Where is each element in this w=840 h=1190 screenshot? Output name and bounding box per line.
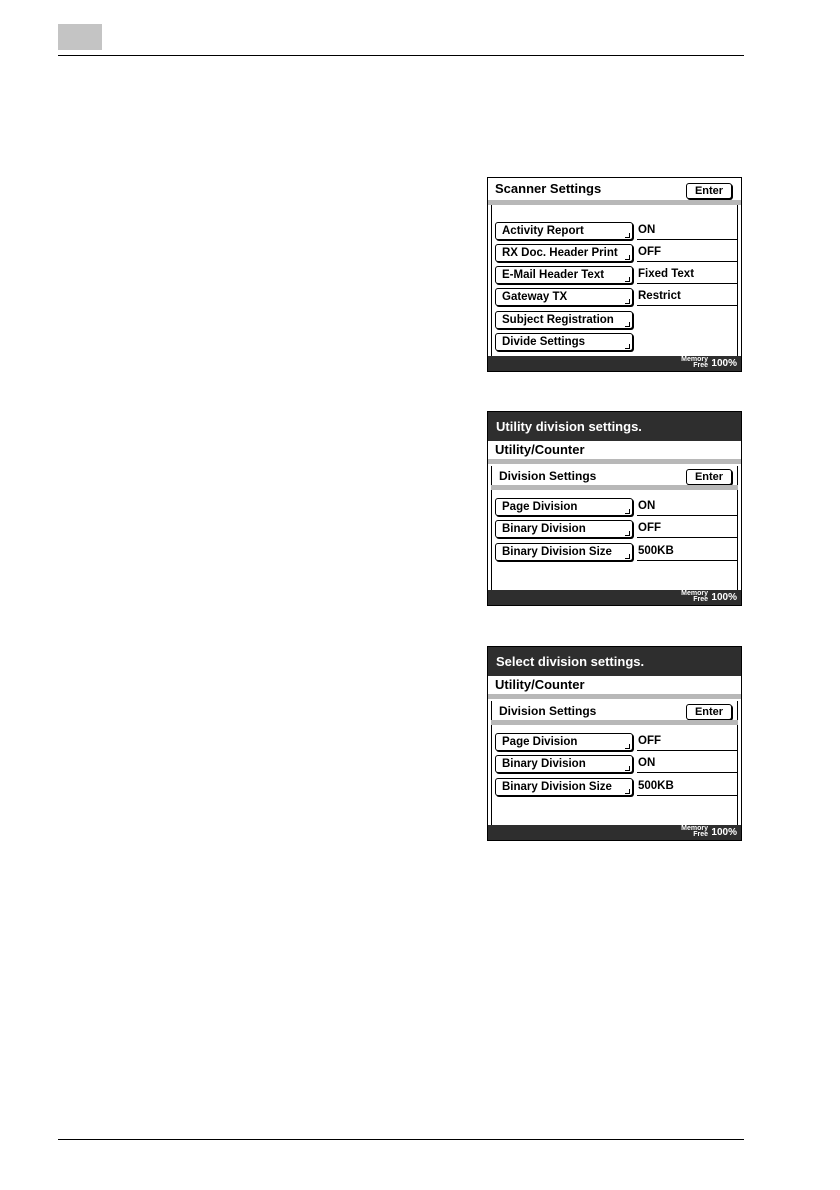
corner-mark-icon <box>625 554 630 559</box>
button-label: Subject Registration <box>502 314 614 326</box>
button-label: Binary Division Size <box>502 546 612 558</box>
setting-value: 500KB <box>637 778 737 796</box>
breadcrumb-strip <box>488 459 741 464</box>
memory-free-label <box>681 826 708 838</box>
breadcrumb: Utility/Counter <box>495 442 585 457</box>
memory-free-label <box>681 591 708 603</box>
message-bar: Select division settings. <box>488 647 741 676</box>
button-label: RX Doc. Header Print <box>502 247 618 259</box>
enter-button[interactable]: Enter <box>686 469 732 485</box>
header-divider <box>58 55 744 56</box>
setting-value: OFF <box>637 733 737 751</box>
button-label: Gateway TX <box>502 291 568 303</box>
enter-button[interactable]: Enter <box>686 183 732 199</box>
gateway-tx-button[interactable] <box>495 288 633 306</box>
section-title: Division Settings <box>499 704 597 718</box>
corner-mark-icon <box>625 789 630 794</box>
divide-settings-button[interactable] <box>495 333 633 351</box>
button-label: Binary Division <box>502 758 586 770</box>
binary-division-button[interactable] <box>495 755 633 773</box>
corner-mark-icon <box>625 322 630 327</box>
page-division-button[interactable] <box>495 498 633 516</box>
section-strip <box>491 720 738 725</box>
memory-free-value: 100% <box>711 358 737 369</box>
setting-row-page-division <box>495 733 737 752</box>
button-label: E-Mail Header Text <box>502 269 605 281</box>
division-settings-screen-initial <box>487 411 742 606</box>
memory-status-bar <box>488 825 741 840</box>
button-label: Activity Report <box>502 225 584 237</box>
enter-button[interactable]: Enter <box>686 704 732 720</box>
footer-divider <box>58 1139 744 1140</box>
memory-status-bar <box>488 356 741 371</box>
scanner-settings-screen <box>487 177 742 372</box>
setting-row-activity-report <box>495 222 737 241</box>
setting-value: ON <box>637 755 737 773</box>
setting-row-binary-division <box>495 755 737 774</box>
button-label: Page Division <box>502 501 578 513</box>
free-label: Free <box>693 362 708 369</box>
memory-status-bar <box>488 590 741 605</box>
binary-division-size-button[interactable] <box>495 543 633 561</box>
free-label: Free <box>693 831 708 838</box>
setting-row-divide-settings <box>495 333 737 352</box>
corner-mark-icon <box>625 255 630 260</box>
setting-value: Restrict <box>637 288 737 306</box>
setting-row-subject-registration <box>495 311 737 330</box>
memory-free-value: 100% <box>711 592 737 603</box>
memory-free-value: 100% <box>711 827 737 838</box>
rx-doc-header-print-button[interactable] <box>495 244 633 262</box>
corner-mark-icon <box>625 744 630 749</box>
button-label: Binary Division <box>502 523 586 535</box>
setting-value: 500KB <box>637 543 737 561</box>
memory-label: Memory <box>681 825 708 832</box>
page-division-button[interactable] <box>495 733 633 751</box>
message-bar: Utility division settings. <box>488 412 741 441</box>
corner-mark-icon <box>625 299 630 304</box>
setting-value: OFF <box>637 244 737 262</box>
setting-value: ON <box>637 498 737 516</box>
setting-row-e-mail-header-text <box>495 266 737 285</box>
button-label: Binary Division Size <box>502 781 612 793</box>
button-label: Divide Settings <box>502 336 586 348</box>
subject-registration-button[interactable] <box>495 311 633 329</box>
setting-value: ON <box>637 222 737 240</box>
setting-row-binary-division <box>495 520 737 539</box>
setting-value: Fixed Text <box>637 266 737 284</box>
corner-mark-icon <box>625 344 630 349</box>
setting-value: OFF <box>637 520 737 538</box>
memory-label: Memory <box>681 356 708 363</box>
corner-mark-icon <box>625 766 630 771</box>
activity-report-button[interactable] <box>495 222 633 240</box>
memory-free-label <box>681 357 708 369</box>
breadcrumb-strip <box>488 694 741 699</box>
setting-row-page-division <box>495 498 737 517</box>
section-title: Division Settings <box>499 469 597 483</box>
corner-mark-icon <box>625 509 630 514</box>
corner-mark-icon <box>625 233 630 238</box>
setting-row-rx-doc-header-print <box>495 244 737 263</box>
setting-row-binary-division-size <box>495 778 737 797</box>
e-mail-header-text-button[interactable] <box>495 266 633 284</box>
setting-row-binary-division-size <box>495 543 737 562</box>
binary-division-button[interactable] <box>495 520 633 538</box>
corner-mark-icon <box>625 277 630 282</box>
corner-mark-icon <box>625 531 630 536</box>
button-label: Page Division <box>502 736 578 748</box>
section-strip <box>491 485 738 490</box>
free-label: Free <box>693 596 708 603</box>
screen-title: Scanner Settings <box>495 181 602 196</box>
binary-division-size-button[interactable] <box>495 778 633 796</box>
breadcrumb: Utility/Counter <box>495 677 585 692</box>
memory-label: Memory <box>681 590 708 597</box>
division-settings-screen-changed <box>487 646 742 841</box>
chapter-tab <box>58 24 102 50</box>
setting-row-gateway-tx <box>495 288 737 307</box>
